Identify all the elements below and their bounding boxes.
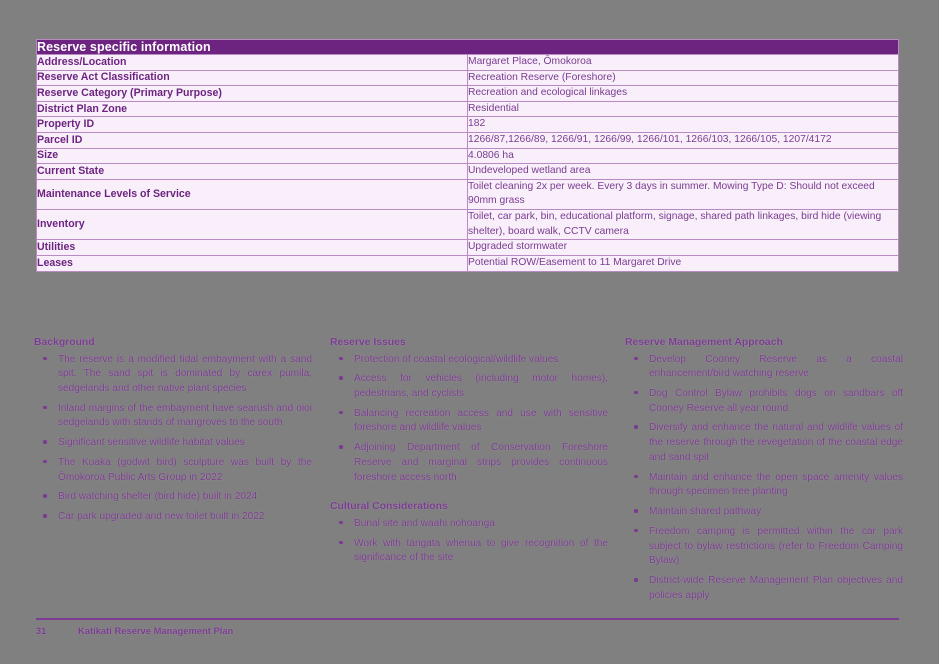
reserve-issues-column [330, 336, 608, 566]
table-title: Reserve specific information [37, 40, 899, 55]
row-value-maintenance-levels: Toilet cleaning 2x per week. Every 3 days in summer. Mowing Type D: Should not exceed 90mm grass [468, 179, 899, 209]
row-value-district-plan-zone: Residential [468, 101, 899, 117]
list-item-text: Develop Cooney Reserve as a coastal enhancement/bird watching reserve [649, 353, 903, 380]
row-value-address: Margaret Place, Ōmokoroa [468, 55, 899, 71]
table-row [37, 70, 899, 86]
list-item-text: Balancing recreation access and use with sensitive foreshore and wildlife values [354, 407, 608, 434]
footer-document-title: Katikati Reserve Management Plan [78, 624, 234, 636]
list-item [330, 407, 608, 436]
bullet-dot-icon [339, 521, 343, 525]
background-heading: Background [34, 337, 95, 348]
bullet-dot-icon [339, 541, 343, 545]
row-value-utilities: Upgraded stormwater [468, 240, 899, 256]
bullet-dot-icon [339, 357, 343, 361]
footer-content [36, 625, 899, 636]
bullet-dot-icon [634, 357, 638, 361]
row-label-district-plan-zone: District Plan Zone [37, 101, 468, 117]
list-item [330, 353, 608, 368]
row-label-property-id: Property ID [37, 117, 468, 133]
list-item-text: The reserve is a modified tidal embayment with a sand spit. The sand spit is dominated by carex pumila, sedgelands and other native plant species [58, 353, 312, 394]
footer-divider [36, 618, 899, 620]
bullet-dot-icon [43, 406, 47, 410]
row-label-parcel-id: Parcel ID [37, 133, 468, 149]
management-approach-column [625, 336, 903, 604]
bullet-dot-icon [339, 411, 343, 415]
table-row [37, 55, 899, 71]
list-item-text: Freedom camping is permitted within the car park subject to bylaw restrictions (refer to Freedom Camping Bylaw) [649, 525, 903, 567]
list-item-text: Maintain and enhance the open space amenity values through specimen tree planting [649, 471, 903, 498]
row-value-leases: Potential ROW/Easement to 11 Margaret Drive [468, 255, 899, 271]
background-column [34, 336, 312, 525]
page-number: 31 [36, 625, 47, 636]
reserve-issues-heading: Reserve Issues [330, 337, 406, 348]
list-item-text: Bird watching shelter (bird hide) built in 2024 [58, 491, 258, 503]
table-header-row [37, 40, 899, 55]
row-value-current-state: Undeveloped wetland area [468, 164, 899, 180]
notes-section [0, 336, 939, 601]
list-item-text: District-wide Reserve Management Plan objectives and policies apply [649, 575, 903, 601]
reserve-information-table [36, 39, 899, 272]
table-body [37, 40, 899, 272]
list-item [625, 353, 903, 382]
list-item [330, 441, 608, 485]
list-item-text: Dog Control Bylaw prohibits dogs on sandbars off Cooney Reserve all year round [649, 387, 903, 414]
background-bullet-list [34, 353, 312, 525]
table-row [37, 240, 899, 256]
bullet-dot-icon [43, 440, 47, 444]
list-item [34, 353, 312, 397]
bullet-dot-icon [43, 494, 47, 498]
row-label-inventory: Inventory [37, 210, 468, 240]
cultural-considerations-bullet-list [330, 517, 608, 566]
bullet-dot-icon [634, 475, 638, 479]
reserve-issues-bullet-list [330, 353, 608, 486]
table-row [37, 255, 899, 271]
list-item-text: Inland margins of the embayment have searush and oioi sedgelands with stands of mangroves to the south [58, 402, 312, 429]
table-row [37, 101, 899, 117]
table-row [37, 117, 899, 133]
list-item-text: Car park upgraded and new toilet built in 2022 [58, 511, 265, 523]
row-value-reserve-act-classification: Recreation Reserve (Foreshore) [468, 70, 899, 86]
list-item [330, 517, 608, 532]
bullet-dot-icon [634, 509, 638, 513]
list-item [34, 436, 312, 451]
row-label-size: Size [37, 148, 468, 164]
bullet-dot-icon [43, 357, 47, 361]
row-label-maintenance-levels: Maintenance Levels of Service [37, 179, 468, 209]
row-label-reserve-category: Reserve Category (Primary Purpose) [37, 86, 468, 102]
list-item-text: Maintain shared pathway [649, 506, 762, 518]
row-label-address: Address/Location [37, 55, 468, 71]
list-item-text: Significant sensitive wildlife habitat values [58, 437, 245, 449]
bullet-dot-icon [339, 376, 343, 380]
list-item-text: Protection of coastal ecological/wildlife values [354, 353, 559, 365]
bullet-dot-icon [634, 578, 638, 582]
row-label-utilities: Utilities [37, 240, 468, 256]
list-item-text: Adjoining Department of Conservation Foreshore Reserve and marginal strips provides continuous foreshore access north [354, 442, 608, 483]
row-label-reserve-act-classification: Reserve Act Classification [37, 70, 468, 86]
row-value-size: 4.0806 ha [468, 148, 899, 164]
row-value-reserve-category: Recreation and ecological linkages [468, 86, 899, 102]
management-approach-bullet-list [625, 353, 903, 604]
list-item-text: Diversify and enhance the natural and wildlife values of the reserve through the revegetation of the coastal edge and sand spit [649, 422, 903, 463]
list-item [625, 505, 903, 520]
bullet-dot-icon [43, 460, 47, 464]
row-label-leases: Leases [37, 255, 468, 271]
bullet-dot-icon [634, 425, 638, 429]
list-item [330, 372, 608, 401]
row-value-parcel-id: 1266/87,1266/89, 1266/91, 1266/99, 1266/101, 1266/103, 1266/105, 1207/4172 [468, 133, 899, 149]
list-item [34, 510, 312, 525]
bullet-dot-icon [634, 391, 638, 395]
list-item [625, 421, 903, 465]
table-row [37, 133, 899, 149]
list-item [625, 387, 903, 416]
bullet-dot-icon [43, 514, 47, 518]
row-value-property-id: 182 [468, 117, 899, 133]
bullet-dot-icon [634, 529, 638, 533]
list-item [625, 471, 903, 500]
table-row [37, 210, 899, 240]
table-row [37, 86, 899, 102]
management-approach-heading: Reserve Management Approach [625, 337, 783, 348]
list-item [34, 402, 312, 431]
table-row [37, 148, 899, 164]
list-item-text: The Kuaka (godwit bird) sculpture was built by the Ōmokoroa Public Arts Group in 2022 [58, 456, 312, 483]
cultural-considerations-heading: Cultural Considerations [330, 501, 448, 513]
page-footer [36, 618, 899, 636]
table-row [37, 164, 899, 180]
list-item [330, 537, 608, 566]
list-item-text: Burial site and waahi nohoanga [354, 517, 495, 529]
list-item-text: Access for vehicles (including motor homes), pedestrians, and cyclists [354, 373, 608, 399]
list-item [34, 490, 312, 505]
bullet-dot-icon [339, 445, 343, 449]
list-item [625, 574, 903, 603]
list-item [34, 456, 312, 485]
table-row [37, 179, 899, 209]
row-label-current-state: Current State [37, 164, 468, 180]
list-item-text: Work with tangata whenua to give recognition of the significance of the site [354, 537, 608, 564]
row-value-inventory: Toilet, car park, bin, educational platform, signage, shared path linkages, bird hide (viewing shelter), board walk, CCTV camera [468, 210, 899, 240]
list-item [625, 525, 903, 569]
